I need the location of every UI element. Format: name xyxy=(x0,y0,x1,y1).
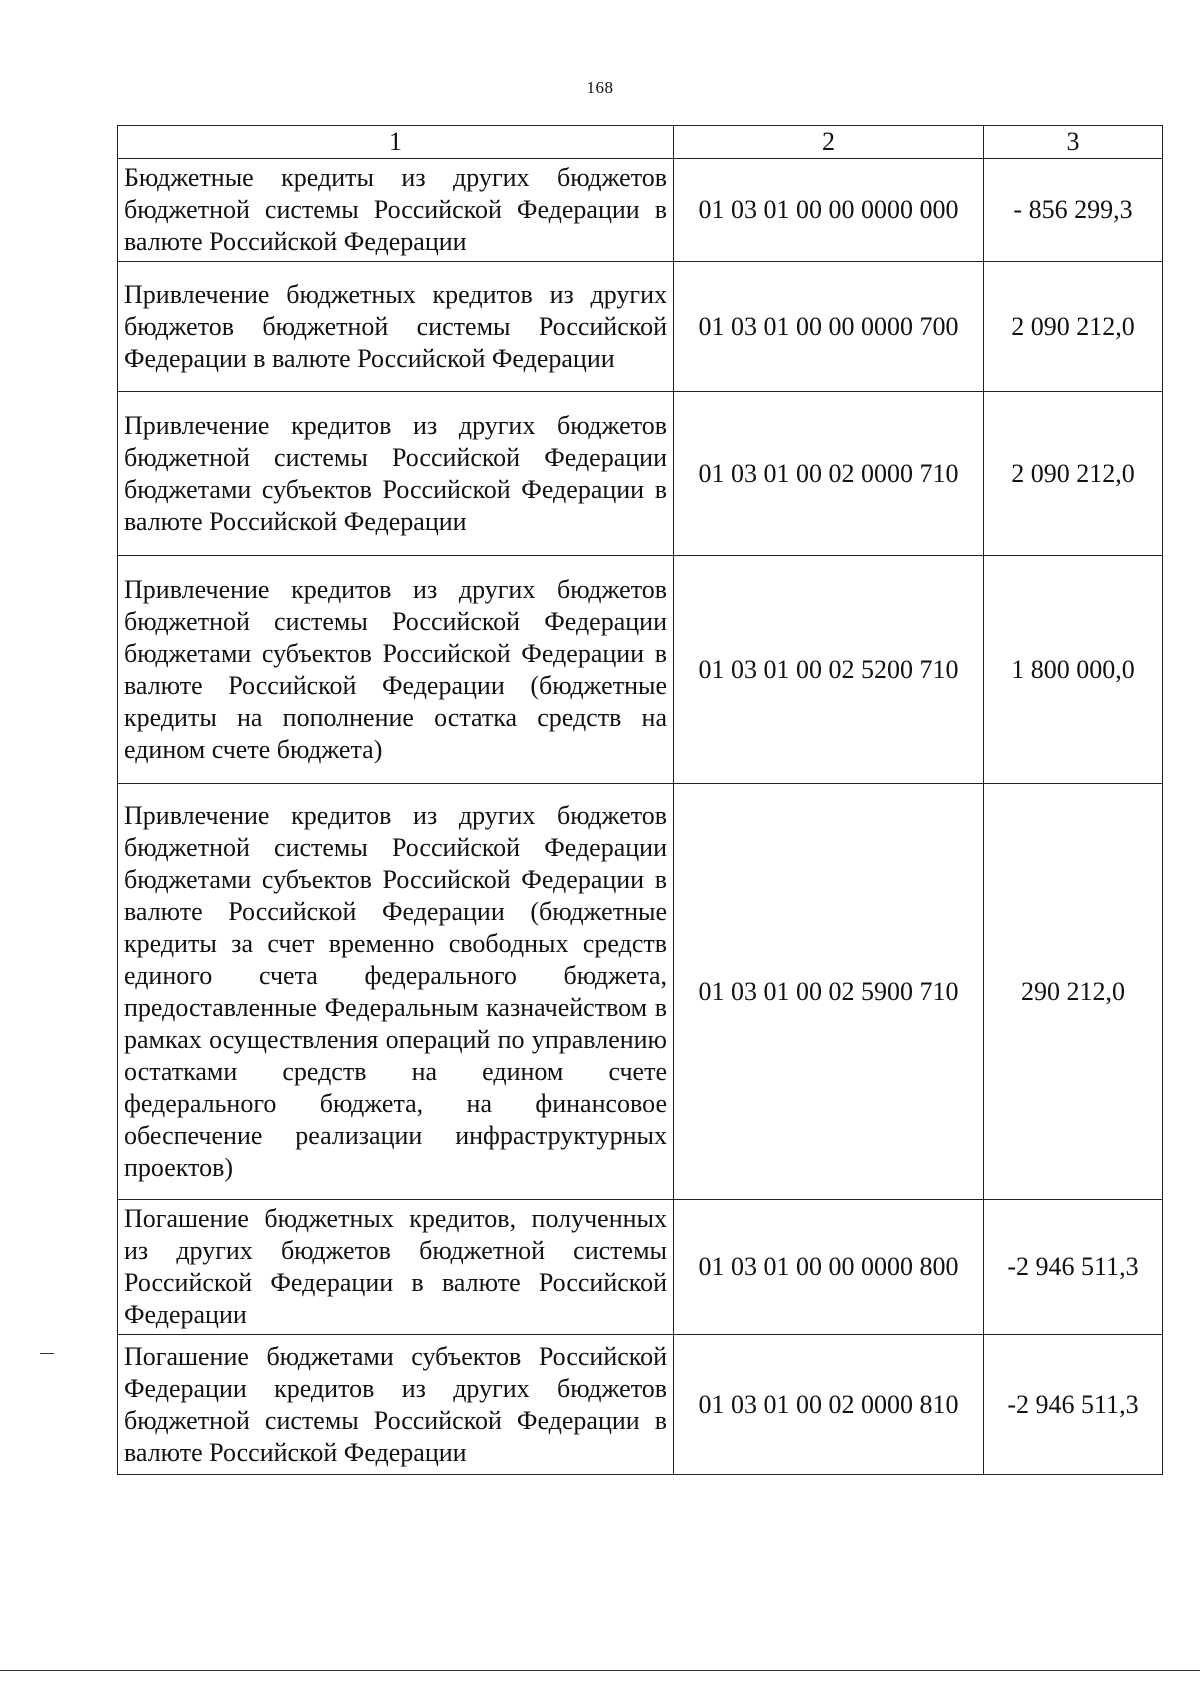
budget-sources-table xyxy=(117,125,1163,1475)
column-header-2: 2 xyxy=(674,126,984,159)
bottom-divider xyxy=(0,1670,1200,1671)
row-code: 01 03 01 00 02 5900 710 xyxy=(674,784,984,1200)
page-number: 168 xyxy=(586,78,614,97)
row-code: 01 03 01 00 00 0000 000 xyxy=(674,159,984,262)
table-row xyxy=(118,159,1163,262)
row-code: 01 03 01 00 00 0000 800 xyxy=(674,1200,984,1335)
column-header-1: 1 xyxy=(118,126,674,159)
table-row xyxy=(118,784,1163,1200)
table-row xyxy=(118,556,1163,784)
row-amount: -2 946 511,3 xyxy=(984,1200,1163,1335)
row-code: 01 03 01 00 02 0000 810 xyxy=(674,1335,984,1475)
row-code: 01 03 01 00 02 0000 710 xyxy=(674,392,984,556)
row-description: Бюджетные кредиты из других бюджетов бюджетной системы Российской Федерации в валюте Российской Федерации xyxy=(118,159,674,262)
row-description: Привлечение бюджетных кредитов из других бюджетов бюджетной системы Российской Федерации в валюте Российской Федерации xyxy=(118,262,674,392)
row-code: 01 03 01 00 02 5200 710 xyxy=(674,556,984,784)
row-amount: - 856 299,3 xyxy=(984,159,1163,262)
row-description: Привлечение кредитов из других бюджетов бюджетной системы Российской Федерации бюджетами субъектов Российской Федерации в валюте Российской Федерации (бюджетные кредиты за счет временно свободных средств единого счета федерального бюджета, предоставленные Федеральным казначейством в рамках осуществления операций по управлению остатками средств на едином счете федерального бюджета, на финансовое обеспечение реализации инфраструктурных проектов) xyxy=(118,784,674,1200)
row-amount: 290 212,0 xyxy=(984,784,1163,1200)
column-header-3: 3 xyxy=(984,126,1163,159)
table-row xyxy=(118,1200,1163,1335)
table-row xyxy=(118,1335,1163,1475)
row-amount: 2 090 212,0 xyxy=(984,262,1163,392)
row-description: Погашение бюджетных кредитов, полученных из других бюджетов бюджетной системы Российской Федерации в валюте Российской Федерации xyxy=(118,1200,674,1335)
table-row xyxy=(118,262,1163,392)
margin-mark xyxy=(40,1353,54,1354)
row-amount: 2 090 212,0 xyxy=(984,392,1163,556)
row-description: Привлечение кредитов из других бюджетов бюджетной системы Российской Федерации бюджетами субъектов Российской Федерации в валюте Российской Федерации (бюджетные кредиты на пополнение остатка средств на едином счете бюджета) xyxy=(118,556,674,784)
row-amount: -2 946 511,3 xyxy=(984,1335,1163,1475)
table-row xyxy=(118,392,1163,556)
row-code: 01 03 01 00 00 0000 700 xyxy=(674,262,984,392)
row-description: Погашение бюджетами субъектов Российской Федерации кредитов из других бюджетов бюджетной системы Российской Федерации в валюте Российской Федерации xyxy=(118,1335,674,1475)
row-amount: 1 800 000,0 xyxy=(984,556,1163,784)
row-description: Привлечение кредитов из других бюджетов бюджетной системы Российской Федерации бюджетами субъектов Российской Федерации в валюте Российской Федерации xyxy=(118,392,674,556)
table-header-row xyxy=(118,126,1163,159)
